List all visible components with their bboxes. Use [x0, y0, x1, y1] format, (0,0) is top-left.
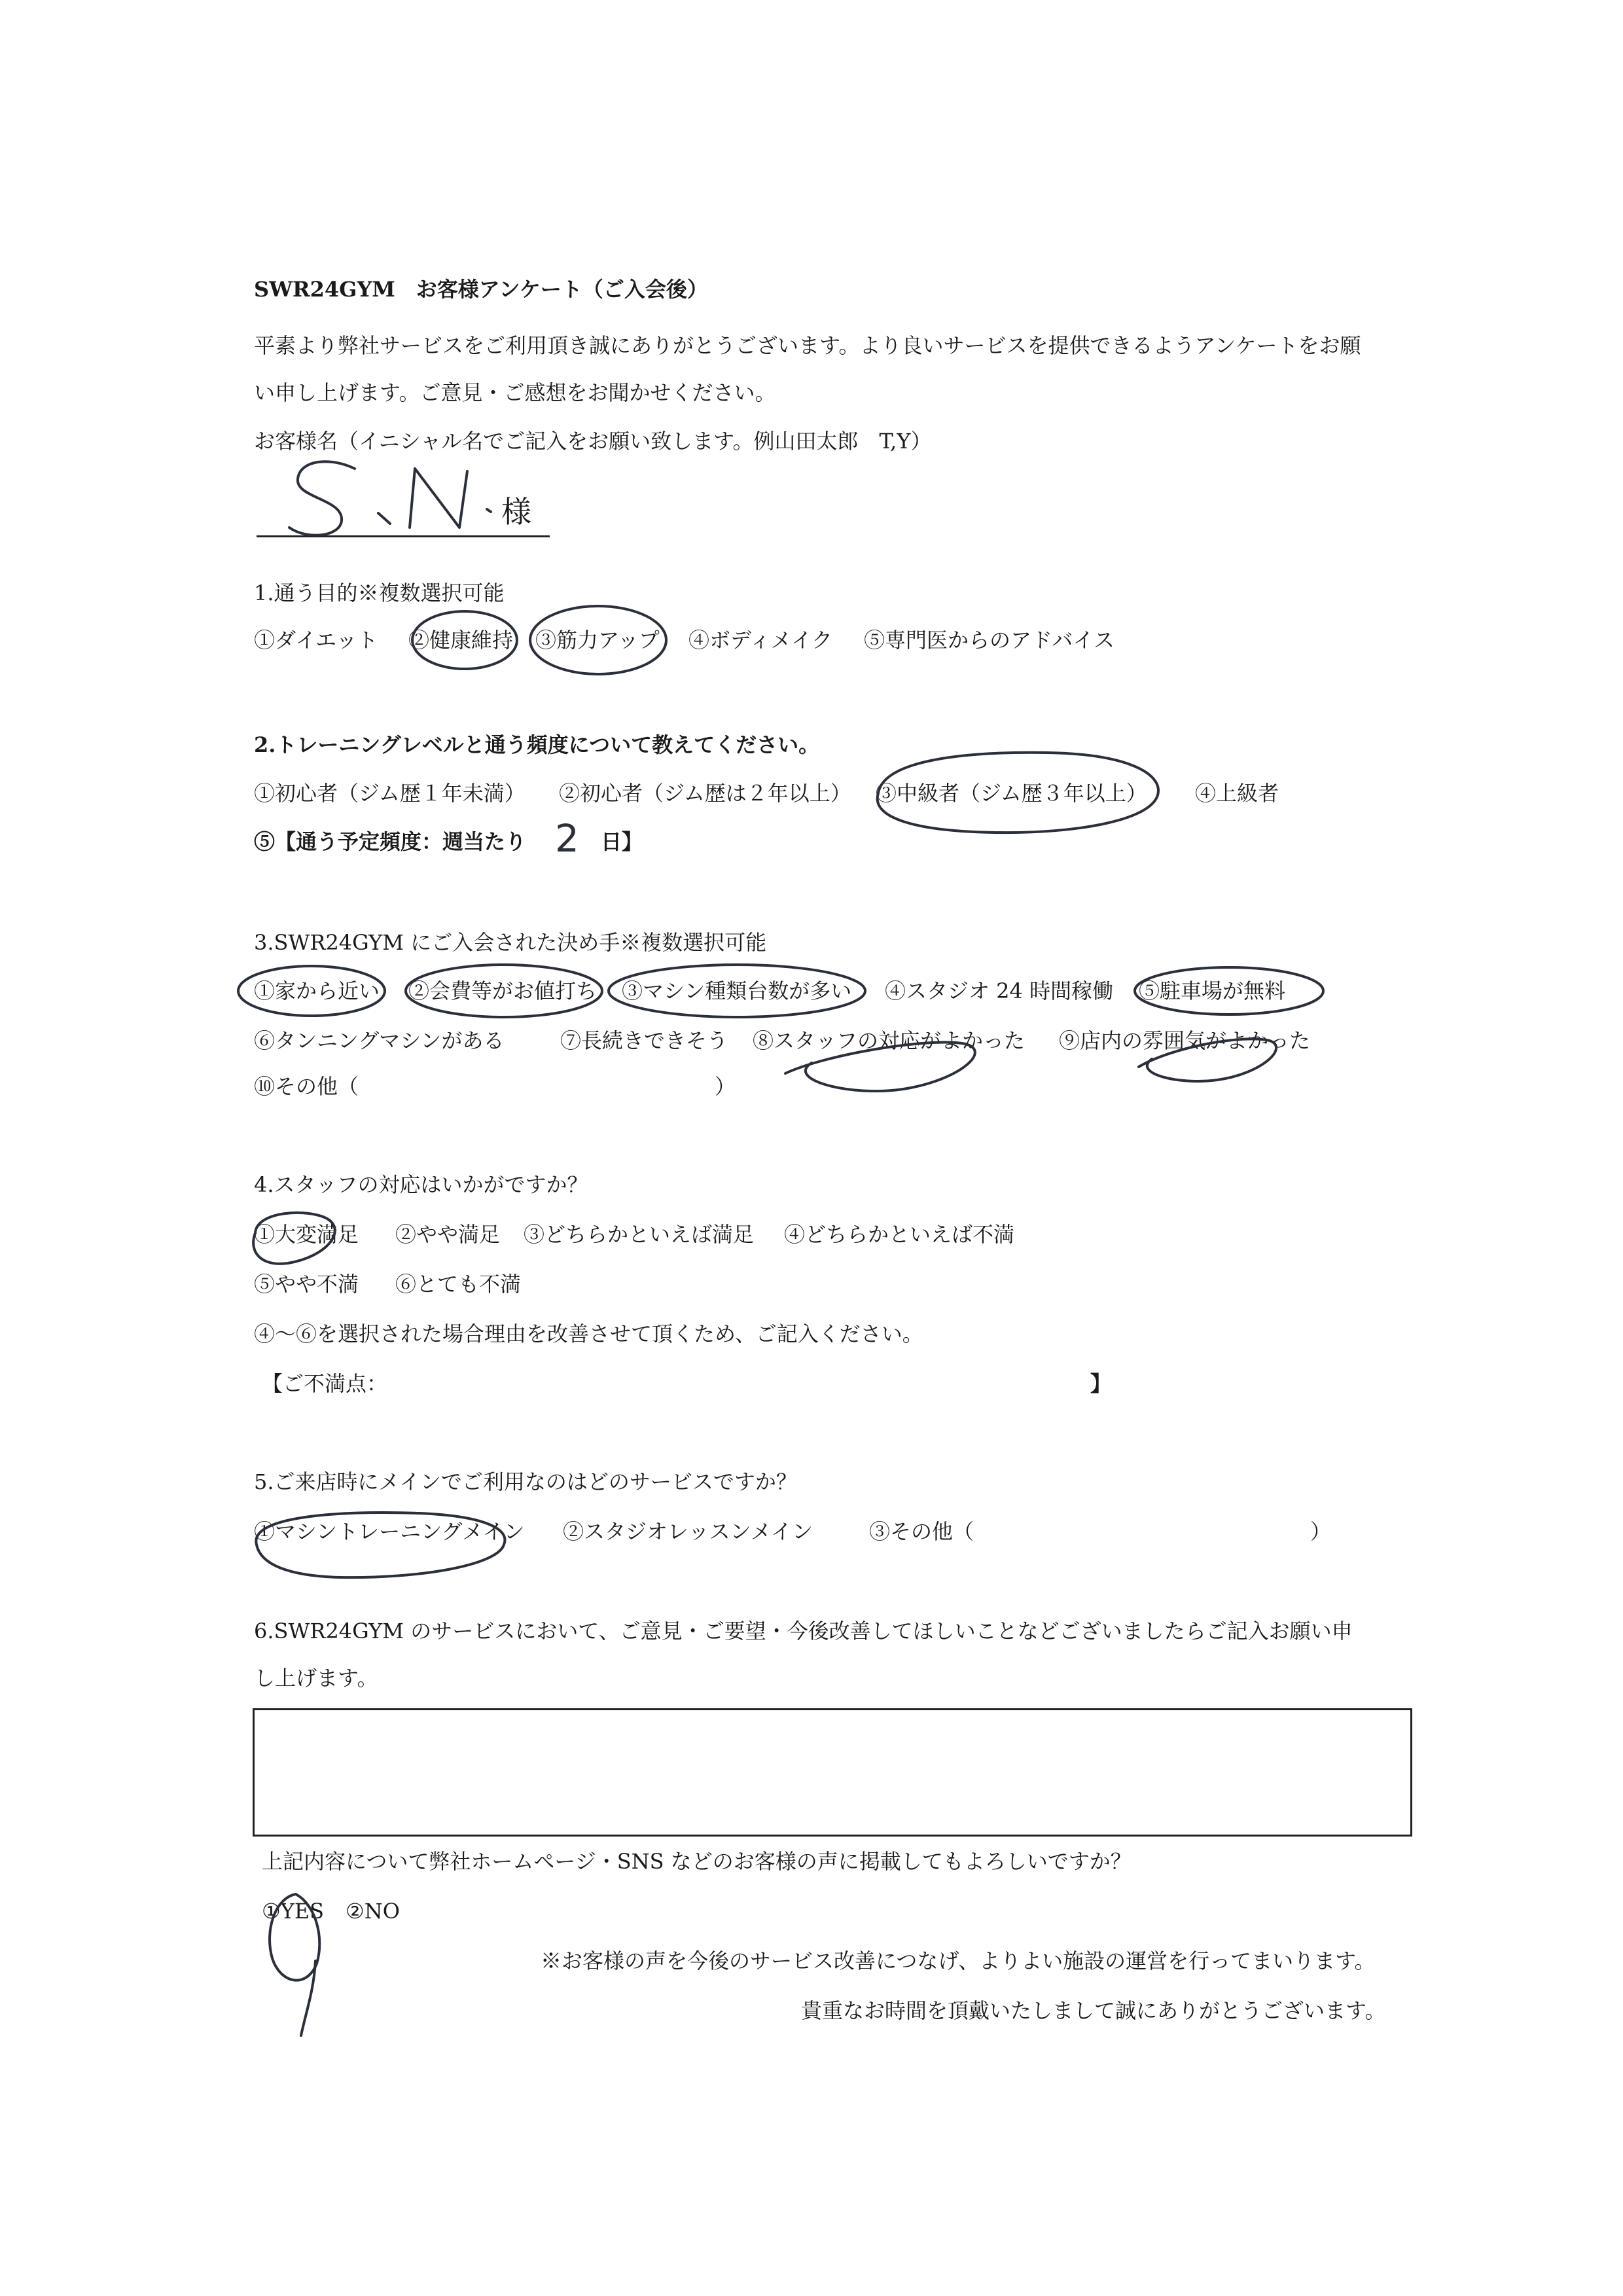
q4-option-5[interactable]: ⑤やや不満	[254, 1272, 359, 1297]
q5-heading: 5.ご来店時にメインでご利用なのはどのサービスですか？	[254, 1469, 797, 1494]
q4-option-3[interactable]: ③どちらかといえば満足	[524, 1222, 755, 1247]
q5-option-3[interactable]: ③その他（	[869, 1519, 974, 1544]
q5-option-2[interactable]: ②スタジオレッスンメイン	[563, 1519, 813, 1544]
hw-dot	[487, 509, 491, 512]
q2-frequency-value[interactable]: 2	[555, 816, 579, 861]
q4-option-1[interactable]: ①大変満足	[254, 1222, 359, 1247]
hw-comma	[378, 513, 390, 524]
q3-option-7[interactable]: ⑦長続きできそう	[560, 1028, 728, 1053]
q4-complaint-label: 【ご不満点：	[262, 1371, 388, 1396]
q5-option-1[interactable]: ①マシントレーニングメイン	[254, 1519, 525, 1544]
q1-option-4[interactable]: ④ボディメイク	[688, 628, 833, 653]
q6-heading-2: し上げます。	[254, 1666, 378, 1691]
q3-option-8[interactable]: ⑧スタッフの対応がよかった	[753, 1028, 1026, 1053]
q2-option-3[interactable]: ③中級者（ジム歴３年以上）	[876, 781, 1147, 806]
footer-line-2: 貴重なお時間を頂戴いたしまして誠にありがとうございます。	[801, 1998, 1386, 2023]
q3-option-4[interactable]: ④スタジオ 24 時間稼働	[885, 978, 1114, 1003]
consent-yes[interactable]: ①YES	[262, 1899, 325, 1924]
q1-heading: 1.通う目的※複数選択可能	[254, 581, 505, 605]
q5-other-close: ）	[1310, 1519, 1332, 1544]
q2-heading: 2.トレーニングレベルと通う頻度について教えてください。	[254, 732, 820, 757]
q4-option-4[interactable]: ④どちらかといえば不満	[784, 1222, 1015, 1247]
q4-complaint-close: 】	[1090, 1371, 1112, 1396]
q4-option-2[interactable]: ②やや満足	[395, 1222, 501, 1247]
survey-title: SWR24GYM お客様アンケート（ご入会後）	[254, 277, 708, 302]
q1-option-3[interactable]: ③筋力アップ	[535, 628, 660, 653]
intro-text-1: 平素より弊社サービスをご利用頂き誠にありがとうございます。より良いサービスを提供できるようアンケートをお願	[254, 333, 1361, 358]
q3-option-9[interactable]: ⑨店内の雰囲気がよかった	[1059, 1028, 1311, 1053]
q3-option-3[interactable]: ③マシン種類台数が多い	[622, 978, 852, 1003]
consent-question: 上記内容について弊社ホームページ・SNS などのお客様の声に掲載してもよろしいですか？	[262, 1849, 1132, 1874]
q6-heading-1: 6.SWR24GYM のサービスにおいて、ご意見・ご要望・今後改善してほしいことなどございましたらご記入お願い申	[254, 1619, 1353, 1643]
q3-option-other[interactable]: ⑩その他（ ）	[254, 1074, 736, 1099]
intro-text-2: い申し上げます。ご意見・ご感想をお聞かせください。	[254, 380, 776, 405]
q4-note: ④～⑥を選択された場合理由を改善させて頂くため、ご記入ください。	[254, 1321, 923, 1346]
q2-frequency-prefix: ⑤【通う予定頻度：週当たり	[254, 829, 527, 854]
q4-heading: 4.スタッフの対応はいかがですか？	[254, 1172, 588, 1197]
name-label: お客様名（イニシャル名でご記入をお願い致します。例山田太郎 T,Y）	[254, 429, 932, 454]
q1-option-2[interactable]: ②健康維持	[408, 628, 514, 653]
q2-option-1[interactable]: ①初心者（ジム歴１年未満）	[254, 781, 526, 806]
q3-option-2[interactable]: ②会費等がお値打ち	[408, 978, 597, 1003]
footer-line-1: ※お客様の声を今後のサービス改善につなげ、よりよい施設の運営を行ってまいります。	[541, 1948, 1376, 1973]
q3-option-1[interactable]: ①家から近い	[254, 978, 380, 1003]
handwritten-initials	[289, 461, 491, 535]
name-underline	[257, 535, 550, 537]
q3-option-6[interactable]: ⑥タンニングマシンがある	[254, 1028, 505, 1053]
comment-box[interactable]	[253, 1708, 1412, 1837]
q2-option-4[interactable]: ④上級者	[1195, 781, 1279, 806]
q2-option-2[interactable]: ②初心者（ジム歴は２年以上）	[559, 781, 851, 806]
name-honorific: 様	[501, 494, 531, 529]
q3-option-5[interactable]: ⑤駐車場が無料	[1139, 978, 1286, 1003]
q4-option-6[interactable]: ⑥とても不満	[395, 1272, 522, 1297]
q2-frequency-suffix: 日】	[601, 829, 643, 854]
hw-letter-s	[289, 461, 355, 535]
hw-letter-n	[410, 469, 467, 528]
q3-heading: 3.SWR24GYM にご入会された決め手※複数選択可能	[254, 930, 767, 955]
q1-option-5[interactable]: ⑤専門医からのアドバイス	[864, 628, 1115, 653]
q1-option-1[interactable]: ①ダイエット	[254, 628, 378, 653]
consent-no[interactable]: ②NO	[346, 1899, 400, 1924]
